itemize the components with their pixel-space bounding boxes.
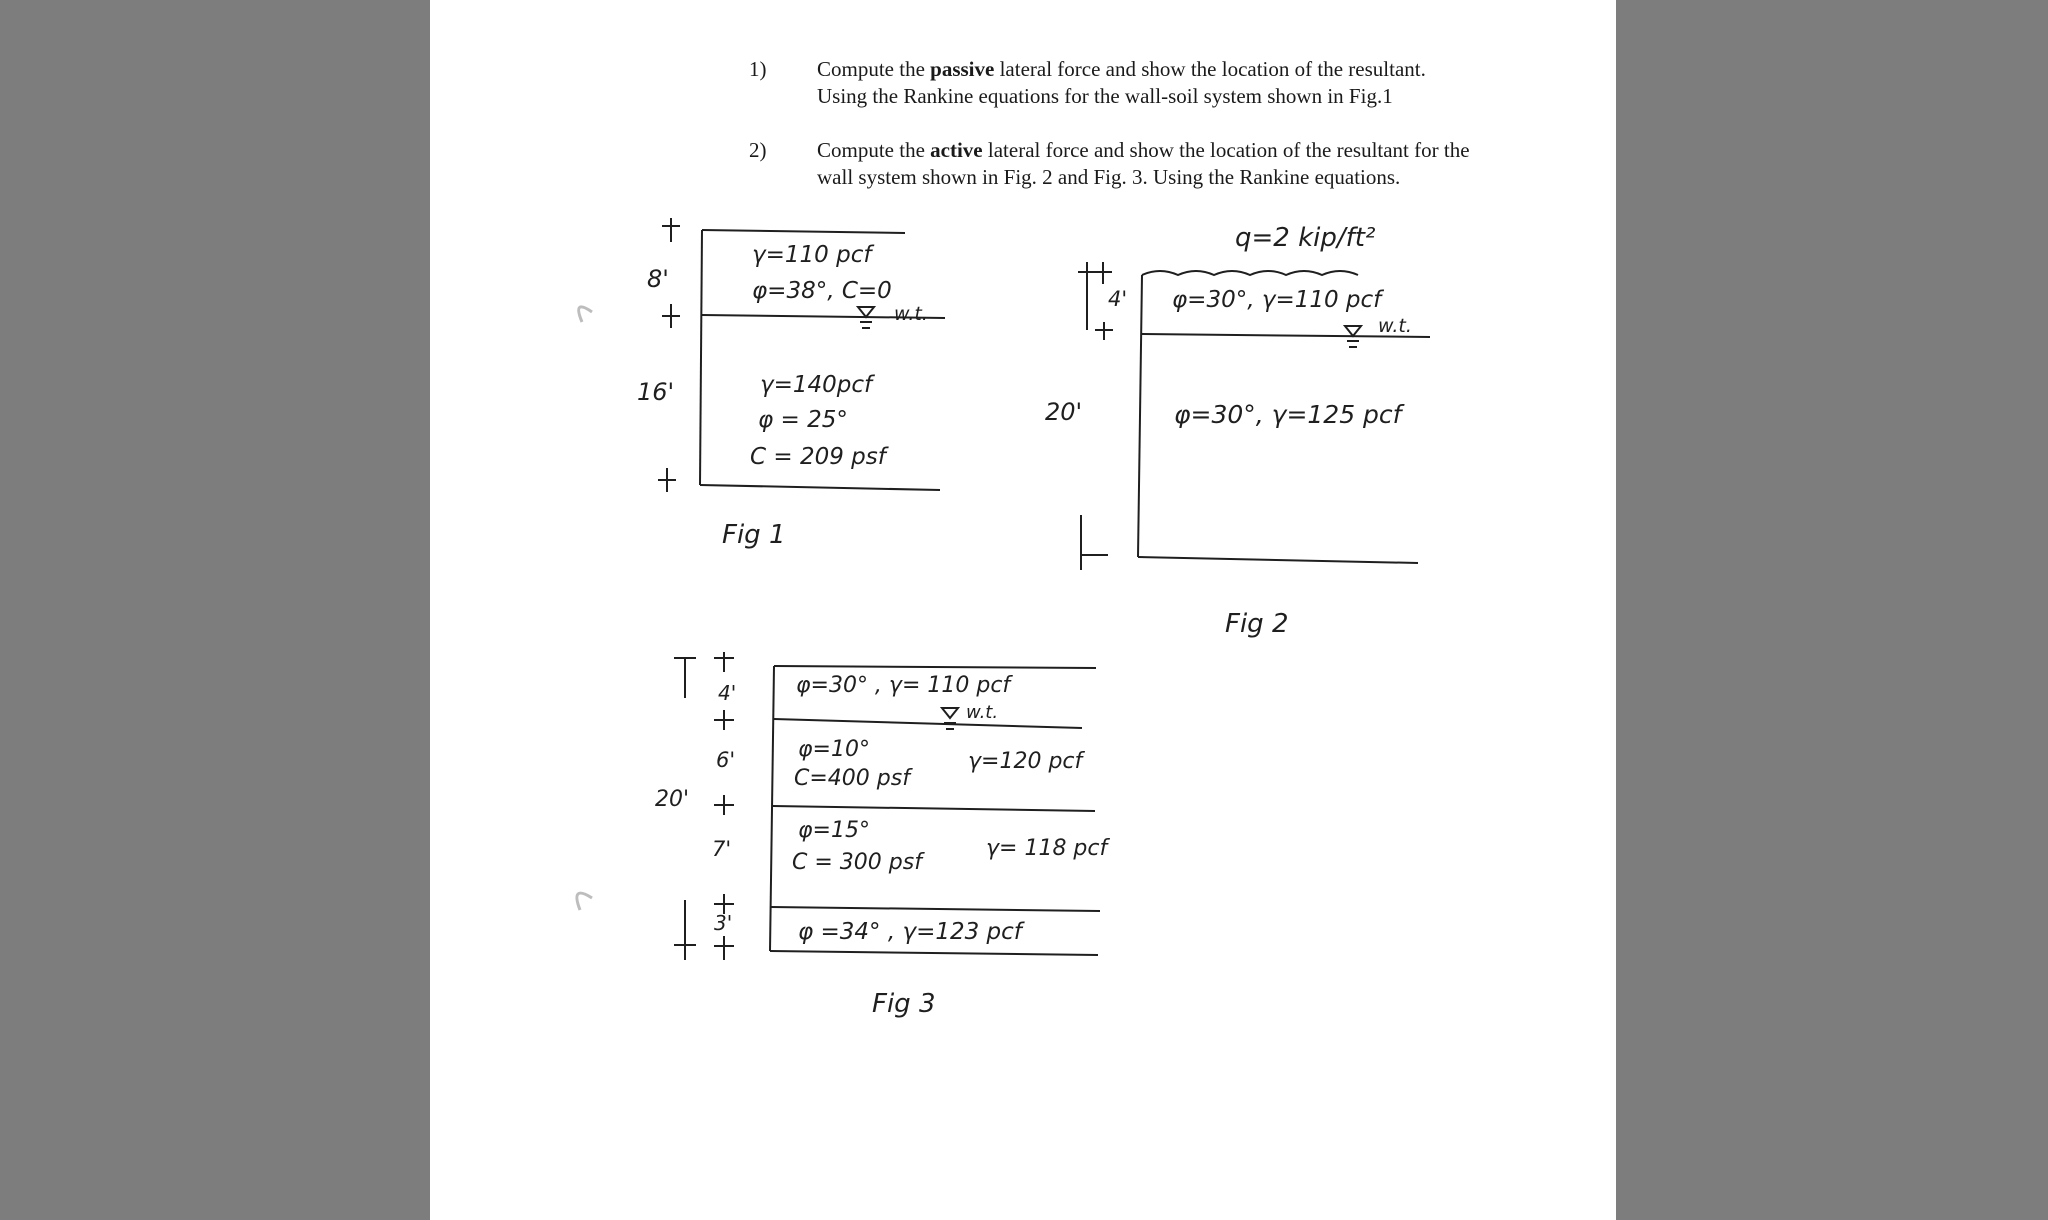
fig3-dim-3ft: 3' xyxy=(714,911,733,935)
fig3-dim-total: 20' xyxy=(655,787,690,812)
binder-hole-top xyxy=(579,307,592,322)
fig2-wall xyxy=(1138,275,1142,557)
fig2-water-table-label: w.t. xyxy=(1378,315,1412,337)
fig2-water-table-icon xyxy=(1345,326,1361,336)
fig2-dim-total: 20' xyxy=(1045,398,1083,426)
fig3-total-dim-top xyxy=(674,658,696,698)
fig3-water-table-icon xyxy=(942,708,958,718)
fig2-dim-tick-mid xyxy=(1095,322,1113,340)
question-1-bold-word: passive xyxy=(930,57,995,81)
fig1-bottom-line xyxy=(700,485,940,490)
fig3-layer3-cohesion: C = 300 psf xyxy=(792,850,922,875)
binder-hole-bottom xyxy=(577,893,592,910)
fig3-layer2-cohesion: C=400 psf xyxy=(794,766,910,791)
fig1-dim-tick-mid xyxy=(662,304,680,328)
fig3-bottom-line xyxy=(770,951,1098,955)
fig2-dim-tick-a xyxy=(1078,262,1096,284)
question-1-prefix: Compute the xyxy=(817,57,931,81)
fig1-layer1-friction: φ=38°, C=0 xyxy=(752,278,892,304)
fig3-dim-6ft: 6' xyxy=(716,748,736,772)
fig1-dim-tick-top xyxy=(662,218,680,242)
question-2-line2: wall system shown in Fig. 2 and Fig. 3. Using the Rankine equations. xyxy=(817,165,1401,189)
question-1-number: 1) xyxy=(749,57,767,81)
fig1-layer2-unit-weight: γ=140pcf xyxy=(760,372,873,398)
fig1-dim-tick-bottom xyxy=(658,468,676,492)
fig1-water-table-label: w.t. xyxy=(894,303,928,325)
fig2-dim-tick-bottom xyxy=(1080,515,1108,570)
fig3-layer3-unit-weight: γ= 118 pcf xyxy=(986,836,1108,861)
fig2-water-table-lines xyxy=(1347,341,1359,347)
fig1-top-line xyxy=(702,230,905,233)
fig3-layer1-label: φ=30° , γ= 110 pcf xyxy=(796,673,1011,698)
fig3 xyxy=(674,652,1100,960)
fig2-caption: Fig 2 xyxy=(1225,609,1289,639)
question-1-suffix: lateral force and show the location of the resultant. xyxy=(994,57,1426,81)
fig3-water-table-lines xyxy=(944,723,956,729)
fig1-dim-top: 8' xyxy=(647,265,669,293)
fig3-dim-tick-5 xyxy=(714,936,734,960)
fig3-top-line xyxy=(774,666,1096,668)
question-2-number: 2) xyxy=(749,138,767,162)
fig1-layer2-cohesion: C = 209 psf xyxy=(750,444,886,470)
fig1-wall xyxy=(700,230,702,485)
fig1-layer1-unit-weight: γ=110 pcf xyxy=(752,242,872,268)
question-2-prefix: Compute the xyxy=(817,138,931,162)
figures-drawing xyxy=(430,0,1616,1220)
fig1-water-table-icon xyxy=(858,307,874,317)
question-1-line2: Using the Rankine equations for the wall-soil system shown in Fig.1 xyxy=(817,84,1393,108)
fig1-dim-bottom: 16' xyxy=(637,378,675,406)
fig3-dim-7ft: 7' xyxy=(712,837,732,861)
fig1-layer2-friction: φ = 25° xyxy=(758,407,848,433)
fig1-caption: Fig 1 xyxy=(722,520,786,550)
fig3-water-table-label: w.t. xyxy=(966,702,999,723)
fig2-layer1-label: φ=30°, γ=110 pcf xyxy=(1172,287,1382,313)
fig3-wall xyxy=(770,666,774,951)
fig2-bottom-line xyxy=(1138,557,1418,563)
fig3-layer2-unit-weight: γ=120 pcf xyxy=(968,749,1083,774)
fig3-dim-tick-1 xyxy=(714,652,734,672)
fig3-dim-4ft: 4' xyxy=(718,681,737,705)
fig2-surcharge-label: q=2 kip/ft² xyxy=(1235,223,1376,253)
fig3-boundary-3 xyxy=(771,907,1100,911)
fig3-boundary-1 xyxy=(774,719,1082,728)
fig3-dim-tick-3 xyxy=(714,795,734,815)
fig3-layer3-friction: φ=15° xyxy=(798,818,870,843)
fig3-caption: Fig 3 xyxy=(872,989,936,1019)
fig1-water-table-lines xyxy=(860,322,872,328)
fig2-dim-top: 4' xyxy=(1108,287,1128,311)
fig2-layer2-label: φ=30°, γ=125 pcf xyxy=(1174,400,1402,429)
fig3-boundary-2 xyxy=(773,806,1095,811)
question-2-suffix: lateral force and show the location of the resultant for the xyxy=(982,138,1470,162)
fig2-dim-tick-b xyxy=(1094,262,1112,284)
document-page xyxy=(430,0,1616,1220)
fig2-surcharge-line xyxy=(1142,271,1358,275)
fig3-layer2-friction: φ=10° xyxy=(798,737,870,762)
fig3-total-dim-bottom xyxy=(674,900,696,960)
question-2-bold-word: active xyxy=(930,138,983,162)
fig3-dim-tick-2 xyxy=(714,710,734,730)
fig3-layer4-label: φ =34° , γ=123 pcf xyxy=(798,919,1022,945)
